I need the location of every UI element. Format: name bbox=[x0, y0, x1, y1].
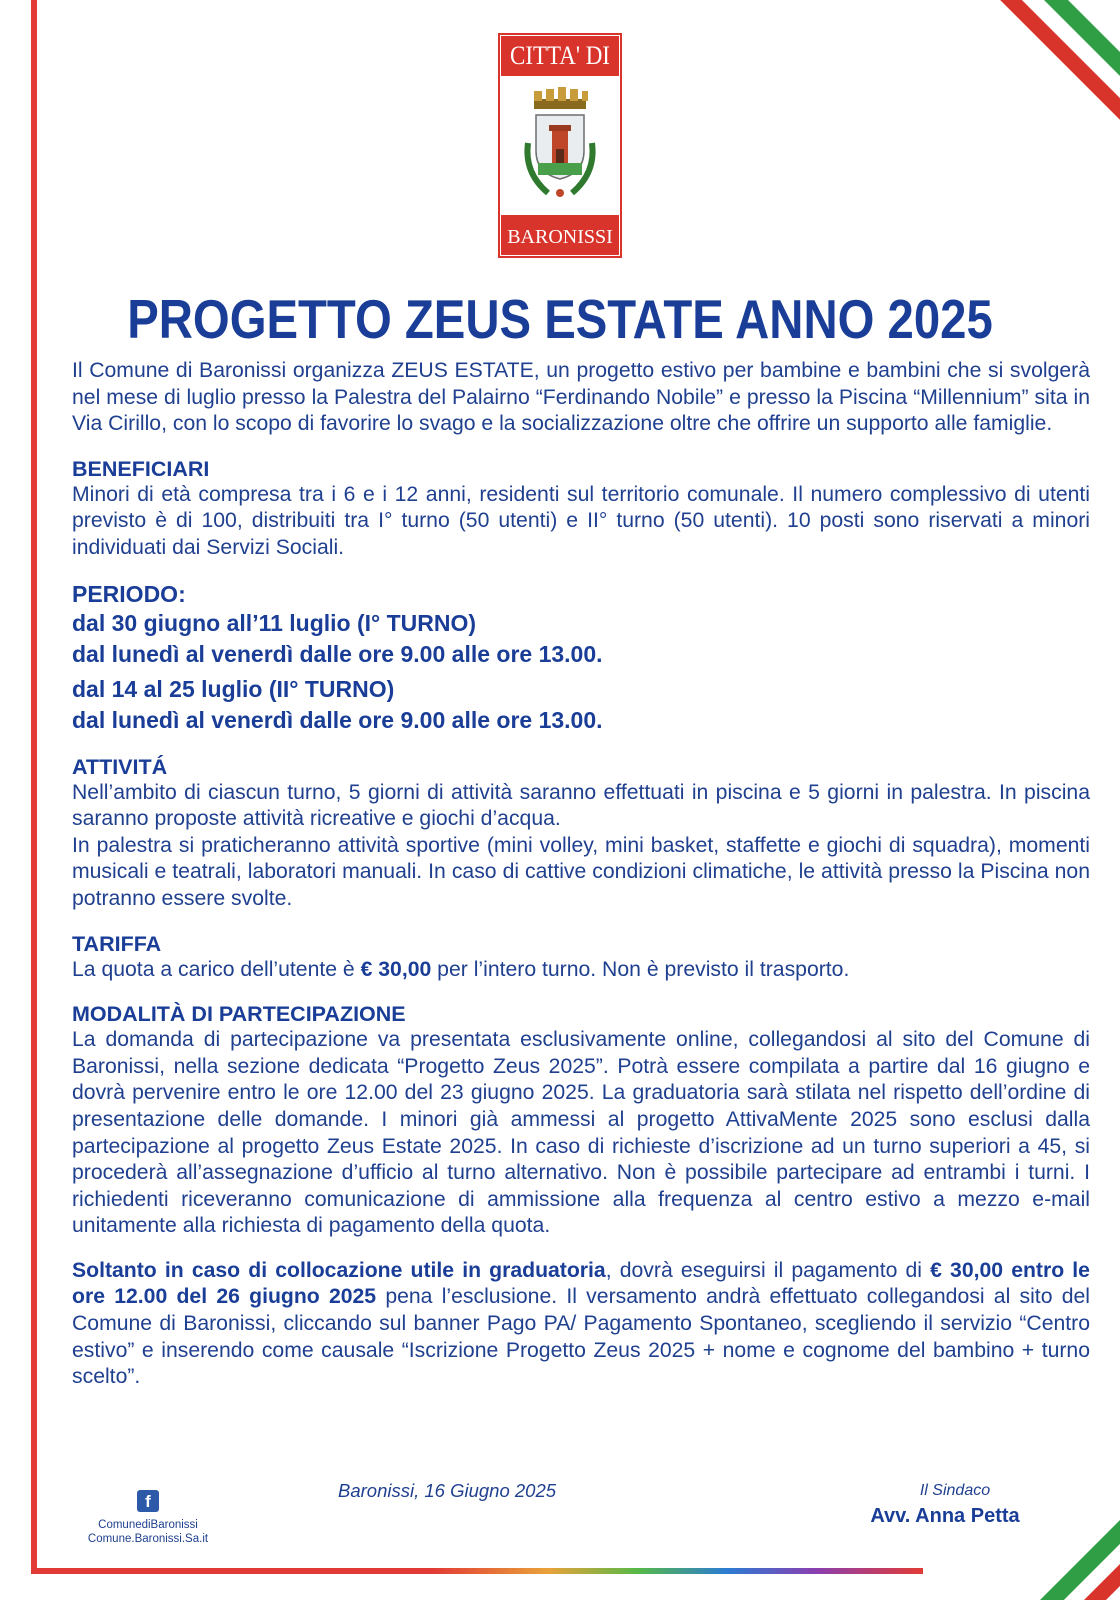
tariffa-amount: € 30,00 bbox=[360, 957, 432, 981]
pagamento-text-2: pena l’esclusione. Il versamento andrà effettuato collegandosi al sito del Comune di Baronissi, cliccando sul banner Pago PA/ Pagamento Spontaneo, scegliendo il servizio “Centro estivo” e inserendo come causale “Iscrizione Progetto Zeus 2025 + nome e cognome del bambino + turno scelto”. bbox=[72, 1285, 1090, 1389]
signer-name: Avv. Anna Petta bbox=[870, 1505, 1020, 1527]
pagamento-bold-2: € 30,00 entro le ore 12.00 del 26 giugno 2025 bbox=[72, 1258, 1090, 1309]
periodo-heading: PERIODO: bbox=[72, 580, 186, 607]
document-body bbox=[72, 358, 1090, 1391]
beneficiari-heading: BENEFICIARI bbox=[72, 456, 210, 481]
left-red-border bbox=[31, 0, 37, 1574]
logo-bottom-text: BARONISSI bbox=[507, 226, 613, 248]
tariffa-heading: TARIFFA bbox=[72, 931, 162, 956]
intro-paragraph: Il Comune di Baronissi organizza ZEUS ESTATE, un progetto estivo per bambine e bambini che si svolgerà nel mese di luglio presso la Palestra del Palairno “Ferdinando Nobile” e presso la Piscina “Millennium” sita in Via Cirillo, con lo scopo di favorire lo svago e la socializzazione oltre che offrire un supporto alle famiglie. bbox=[72, 359, 1090, 436]
attivita-text-1: Nell’ambito di ciascun turno, 5 giorni di attività saranno effettuati in piscina e 5 giorni in palestra. In piscina saranno proposte attività ricreative e giochi d’acqua. bbox=[72, 780, 1090, 831]
turno1-hours: dal lunedì al venerdì dalle ore 9.00 alle ore 13.00. bbox=[72, 640, 603, 667]
attivita-text-2: In palestra si praticheranno attività sportive (mini volley, mini basket, staffette e giochi di squadra), momenti musicali e teatrali, laboratori manuali. In caso di cattive condizioni climatiche, le attività presso la Piscina non potranno essere svolte. bbox=[72, 833, 1090, 910]
pagamento-bold-1: Soltanto in caso di collocazione utile in graduatoria bbox=[72, 1258, 606, 1282]
website-link[interactable]: Comune.Baronissi.Sa.it bbox=[87, 1533, 209, 1545]
facebook-name: ComunediBaronissi bbox=[98, 1519, 198, 1531]
tariffa-text-before: La quota a carico dell’utente è bbox=[72, 957, 361, 981]
turno2-hours: dal lunedì al venerdì dalle ore 9.00 alle ore 13.00. bbox=[72, 706, 603, 733]
page-title: PROGETTO ZEUS ESTATE ANNO 2025 bbox=[127, 288, 993, 350]
signature-block bbox=[860, 1480, 1050, 1530]
attivita-heading: ATTIVITÁ bbox=[72, 754, 168, 779]
logo-top-text: CITTA' DI bbox=[510, 41, 610, 71]
bottom-color-border bbox=[31, 1568, 923, 1574]
pagamento-paragraph bbox=[72, 1258, 1090, 1391]
turno2-dates: dal 14 al 25 luglio (II° TURNO) bbox=[72, 675, 395, 702]
beneficiari-text: Minori di età compresa tra i 6 e i 12 anni, residenti sul territorio comunale. Il numero complessivo di utenti previsto è di 100, distribuiti tra I° turno (50 utenti) e II° turno (50 utenti). 10 posti sono riservati a minori individuati dai Servizi Sociali. bbox=[72, 482, 1090, 559]
city-logo bbox=[498, 33, 622, 258]
tariffa-text-after: per l’intero turno. Non è previsto il trasporto. bbox=[431, 957, 850, 981]
social-block bbox=[68, 1490, 228, 1546]
modalita-heading: MODALITÀ DI PARTECIPAZIONE bbox=[72, 1002, 406, 1027]
signer-role: Il Sindaco bbox=[919, 1482, 991, 1499]
modalita-text: La domanda di partecipazione va presentata esclusivamente online, collegandosi al sito del Comune di Baronissi, nella sezione dedicata “Progetto Zeus 2025”. Potrà essere compilata a partire dal 16 giugno e dovrà pervenire entro le ore 12.00 del 23 giugno 2025. La graduatoria sarà stilata nel rispetto dell’ordine di presentazione delle domande. I minori già ammessi al progetto AttivaMente 2025 sono esclusi dalla partecipazione al progetto Zeus Estate 2025. In caso di richieste d’iscrizione ad un turno superiori a 45, si procederà all’assegnazione d’ufficio al turno alternativo. Non è possibile partecipare ad entrambi i turni. I richiedenti riceveranno comunicazione di ammissione alla frequenza al centro estivo a mezzo e-mail unitamente alla richiesta di pagamento della quota. bbox=[72, 1028, 1090, 1238]
turno1-dates: dal 30 giugno all’11 luglio (I° TURNO) bbox=[72, 609, 477, 636]
tariffa-text bbox=[72, 957, 1090, 984]
pagamento-text-1: , dovrà eseguirsi il pagamento di bbox=[605, 1258, 931, 1282]
facebook-icon[interactable]: f bbox=[137, 1490, 159, 1512]
flag-ribbon-top-icon bbox=[980, 0, 1120, 140]
document-date: Baronissi, 16 Giugno 2025 bbox=[338, 1480, 557, 1501]
